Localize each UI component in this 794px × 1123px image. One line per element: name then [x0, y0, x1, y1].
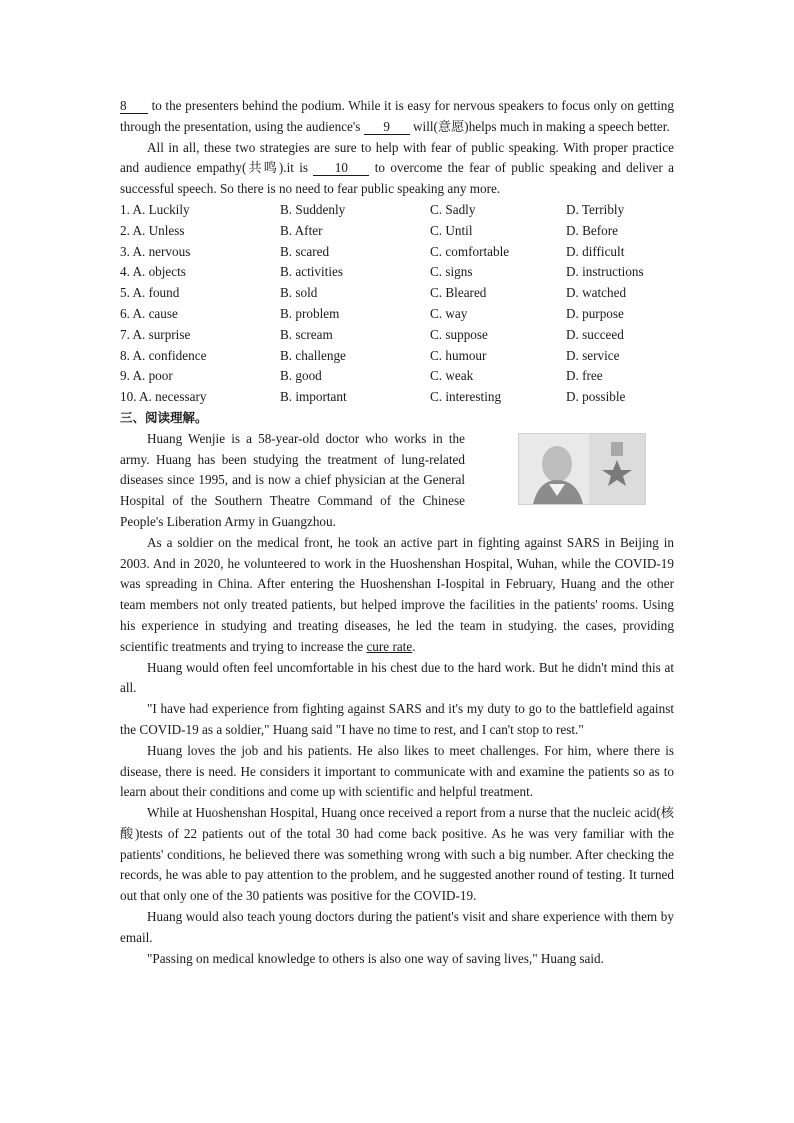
option-c: C. comfortable [430, 243, 510, 259]
option-a: 8. A. confidence [120, 347, 207, 363]
blank-9: 9 [364, 120, 410, 135]
option-b: B. scream [280, 326, 333, 342]
option-a: 4. A. objects [120, 264, 186, 280]
option-a: 3. A. nervous [120, 243, 191, 259]
cloze-text: All in all, these two strategies are sure to help with fear of public speaking. With proper practice and audience empathy(共鸣).it is [120, 139, 674, 176]
option-b: B. problem [280, 305, 340, 321]
reading-paragraph-7: Huang would also teach young doctors during the patient's visit and share experience with them by email. [120, 909, 674, 945]
option-c: C. interesting [430, 389, 502, 405]
option-c: C. Until [430, 222, 473, 238]
cloze-options [120, 200, 674, 408]
underlined-term: cure rate [366, 638, 413, 654]
option-d: D. difficult [566, 243, 625, 259]
reading-paragraph-5: Huang loves the job and his patients. He also likes to meet challenges. For him, where there is disease, there is need. He considers it important to communicate with and examine the patients so as to learn about their conditions and come up with scientific and helpful treatment. [120, 742, 674, 800]
photo-illustration [519, 434, 645, 504]
option-a: 7. A. surprise [120, 326, 191, 342]
option-b: B. After [280, 222, 323, 238]
reading-paragraph-6: While at Huoshenshan Hospital, Huang once received a report from a nurse that the nucleic acid(核酸)tests of 22 patients out of the total 30 had come back positive. As he was very familiar with the patients' conditions, he believed there was something wrong with such a big number. After checking the records, he was able to pay attention to the problem, and he suggested another round of testing. It turned out that only one of the 30 patients was positive for the COVID-19. [120, 805, 674, 904]
option-c: C. humour [430, 347, 487, 363]
option-b: B. important [280, 389, 347, 405]
option-c: C. Sadly [430, 201, 476, 217]
option-d: D. succeed [566, 326, 624, 342]
option-row [120, 283, 674, 304]
option-b: B. activities [280, 264, 343, 280]
option-a: 6. A. cause [120, 305, 178, 321]
option-a: 5. A. found [120, 285, 180, 301]
cloze-text: to overcome the fear of public speaking and deliver a successful speech. So there is no need to fear public speaking any more. [120, 160, 674, 197]
section-heading: 三、阅读理解。 [120, 409, 208, 425]
option-a: 2. A. Unless [120, 222, 185, 238]
portrait-photo [518, 433, 646, 505]
option-row [120, 242, 674, 263]
option-row [120, 366, 674, 387]
option-c: C. signs [430, 264, 473, 280]
option-b: B. good [280, 368, 322, 384]
option-b: B. sold [280, 285, 318, 301]
cloze-paragraph-conclusion [120, 138, 674, 200]
document-page [120, 96, 674, 969]
reading-paragraph-1: Huang Wenjie is a 58-year-old doctor who works in the army. Huang has been studying the treatment of lung-related diseases since 1995, and is now a chief physician at the General Hospital of the Southern Theatre Command of the Chinese People's Liberation Army in Guangzhou. [120, 430, 465, 529]
option-d: D. free [566, 368, 603, 384]
option-d: D. Before [566, 222, 618, 238]
reading-paragraph-2 [120, 533, 674, 658]
reading-paragraph-8: "Passing on medical knowledge to others is also one way of saving lives," Huang said. [147, 950, 604, 966]
reading-paragraph-3: Huang would often feel uncomfortable in his chest due to the hard work. But he didn't mind this at all. [120, 659, 674, 696]
option-c: C. weak [430, 368, 474, 384]
option-row [120, 262, 674, 283]
reading-paragraph-4: "I have had experience from fighting against SARS and it's my duty to go to the battlefield against the COVID-19 as a soldier," Huang said "I have no time to rest, and I can't stop to rest." [120, 701, 674, 737]
option-c: C. Bleared [430, 285, 487, 301]
option-a: 10. A. necessary [120, 389, 207, 405]
option-d: D. possible [566, 389, 626, 405]
option-d: D. watched [566, 285, 627, 301]
option-row [120, 221, 674, 242]
blank-10: 10 [313, 161, 369, 176]
option-c: C. way [430, 305, 468, 321]
option-d: D. Terribly [566, 201, 625, 217]
option-c: C. suppose [430, 326, 488, 342]
option-d: D. instructions [566, 264, 644, 280]
cloze-text: will(意愿)helps much in making a speech better. [409, 118, 670, 134]
cloze-paragraph-end [120, 96, 674, 138]
option-row [120, 346, 674, 367]
cloze-text: to the presenters behind the podium. While it is easy for nervous speakers to focus only on getting through the presentation, using the audience's [120, 98, 674, 134]
option-b: B. Suddenly [280, 201, 346, 217]
option-b: B. scared [280, 243, 330, 259]
blank-8: 8 [120, 99, 148, 114]
option-b: B. challenge [280, 347, 346, 363]
option-a: 1. A. Luckily [120, 201, 190, 217]
reading-text: As a soldier on the medical front, he took an active part in fighting against SARS in Beijing in 2003. And in 2020, he volunteered to work in the Huoshenshan Hospital, Wuhan, while the COVID-19 was spreading in China. After entering the Huoshenshan I-Iospital in February, Huang and the other team members not only treated patients, but helped improve the facilities in the patients' rooms. Using his experience in studying and treating diseases, he led the team in studying. the cases, providing scientific treatments and trying to increase the [120, 534, 674, 654]
option-row [120, 325, 674, 346]
option-row [120, 304, 674, 325]
option-row [120, 200, 674, 221]
option-a: 9. A. poor [120, 368, 173, 384]
reading-passage [120, 429, 674, 970]
option-d: D. service [566, 347, 620, 363]
option-row [120, 387, 674, 408]
reading-text: . [412, 638, 416, 654]
option-d: D. purpose [566, 305, 624, 321]
